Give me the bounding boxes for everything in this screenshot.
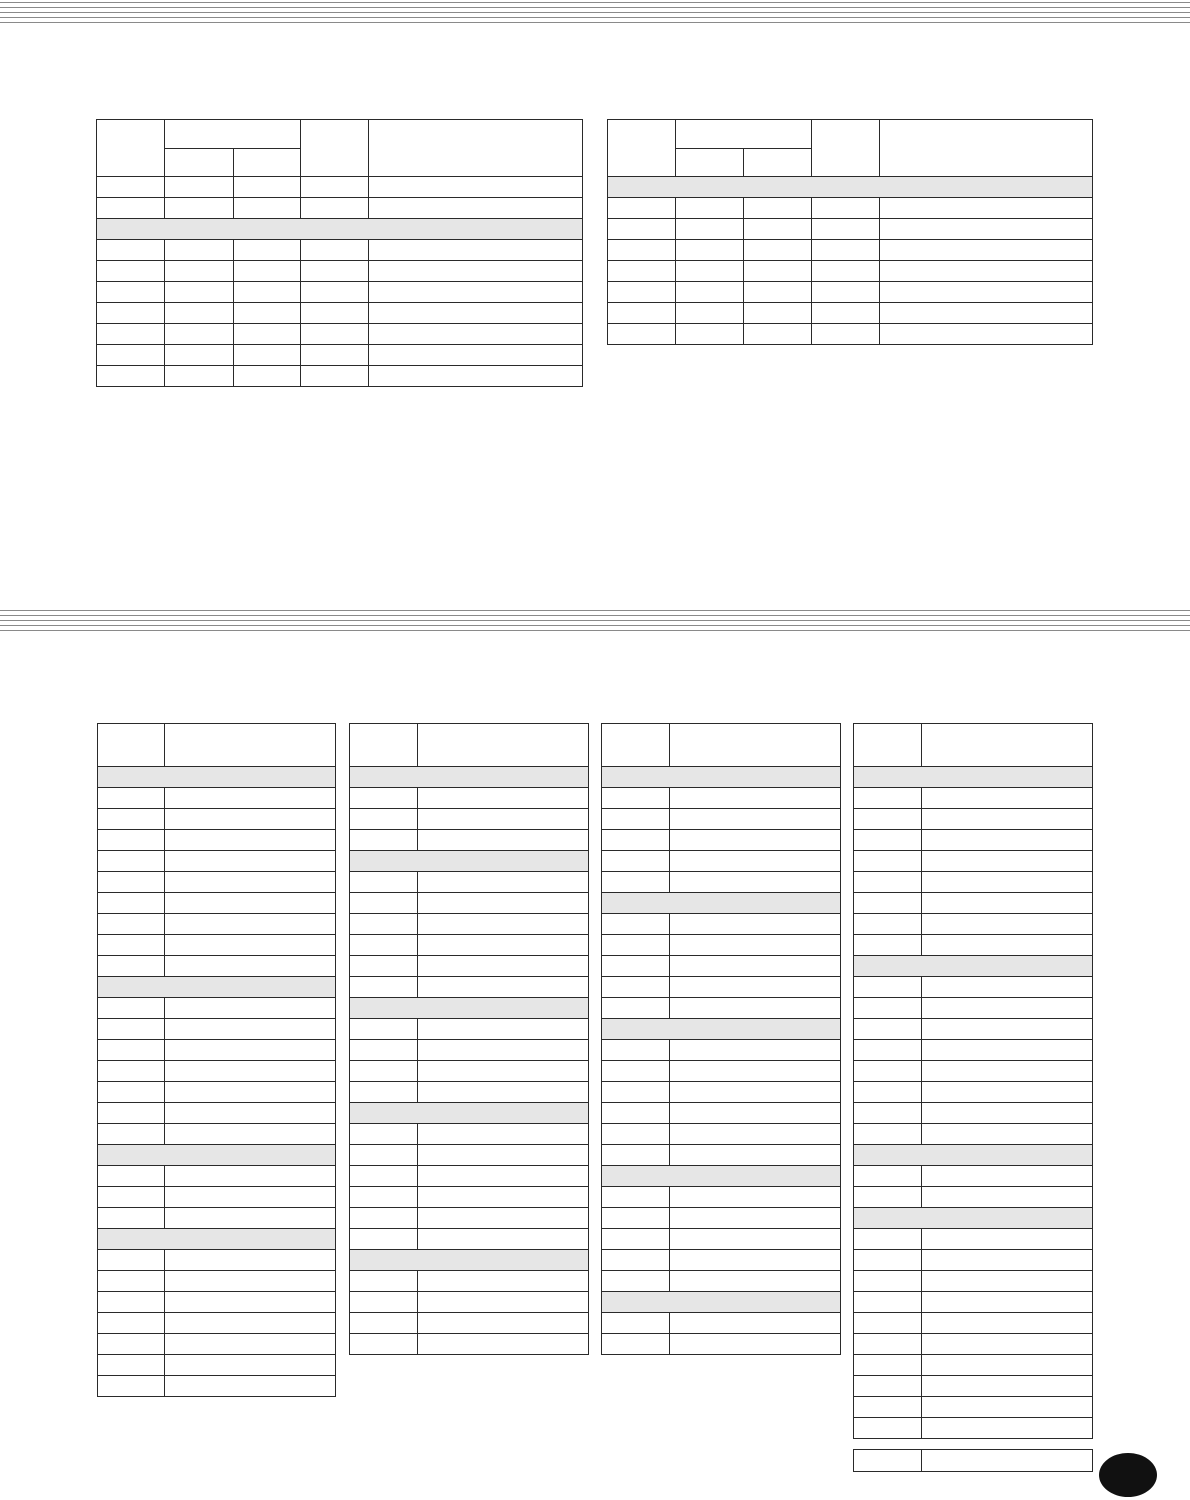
table-row	[350, 977, 589, 998]
table-row	[350, 1187, 589, 1208]
header-cell	[608, 120, 676, 177]
table-row	[98, 1019, 336, 1040]
table-row	[350, 1061, 589, 1082]
table-row	[602, 1250, 841, 1271]
table-row	[98, 893, 336, 914]
table-row	[608, 198, 1093, 219]
table-row	[98, 1187, 336, 1208]
table-row	[602, 1187, 841, 1208]
table-row	[350, 809, 589, 830]
table-row	[98, 1082, 336, 1103]
table-row	[350, 1040, 589, 1061]
table-row	[854, 1019, 1093, 1040]
table-header-row	[98, 724, 336, 767]
table-row	[350, 1145, 589, 1166]
table-row	[854, 1250, 1093, 1271]
table-row	[97, 366, 583, 387]
table-row	[98, 935, 336, 956]
table-row	[854, 914, 1093, 935]
section-band-row	[854, 1208, 1093, 1229]
top-header-rules	[0, 2, 1190, 30]
section-band-row	[602, 767, 841, 788]
table-row	[602, 1103, 841, 1124]
table-row	[854, 809, 1093, 830]
table-row	[350, 1292, 589, 1313]
table-row	[350, 830, 589, 851]
table-row	[602, 1040, 841, 1061]
table-row	[98, 1040, 336, 1061]
table-row	[602, 830, 841, 851]
table-row	[350, 893, 589, 914]
table-row	[350, 1208, 589, 1229]
section-band-row	[854, 1145, 1093, 1166]
table-row	[350, 1334, 589, 1355]
section-band-row	[97, 219, 583, 240]
table-row	[350, 1166, 589, 1187]
table-row	[608, 219, 1093, 240]
table-row	[98, 1103, 336, 1124]
table-row	[98, 830, 336, 851]
subheader-cell	[744, 149, 812, 177]
header-group-cell	[165, 120, 301, 149]
table-row	[98, 1313, 336, 1334]
table-row	[854, 1355, 1093, 1376]
table-row	[350, 1124, 589, 1145]
section-band-row	[602, 1019, 841, 1040]
section-band-row	[350, 1103, 589, 1124]
table-header-row	[602, 724, 841, 767]
table-row	[608, 240, 1093, 261]
list-table-4	[853, 723, 1093, 1439]
table-row	[854, 788, 1093, 809]
list-table-2	[349, 723, 589, 1355]
table-row	[98, 956, 336, 977]
section-band-row	[98, 1145, 336, 1166]
header-cell	[301, 120, 369, 177]
table-row	[97, 282, 583, 303]
table-row	[350, 956, 589, 977]
table-row	[97, 177, 583, 198]
table-row	[350, 1313, 589, 1334]
top-left-table	[96, 119, 583, 387]
table-row	[854, 830, 1093, 851]
section-band-row	[350, 998, 589, 1019]
table-row	[602, 1334, 841, 1355]
table-row	[602, 1208, 841, 1229]
header-cell	[97, 120, 165, 177]
table-row	[98, 1250, 336, 1271]
table-row	[602, 998, 841, 1019]
table-header-row	[854, 724, 1093, 767]
table-row	[98, 1271, 336, 1292]
section-band-row	[854, 767, 1093, 788]
table-row	[97, 261, 583, 282]
table-row	[854, 1187, 1093, 1208]
table-row	[98, 1208, 336, 1229]
table-row	[854, 1292, 1093, 1313]
table-row	[602, 1229, 841, 1250]
table-row	[608, 261, 1093, 282]
table-row	[602, 788, 841, 809]
table-row	[98, 914, 336, 935]
table-row	[602, 1124, 841, 1145]
subheader-cell	[165, 149, 234, 177]
table-row	[854, 1450, 1093, 1472]
table-row	[854, 872, 1093, 893]
middle-header-rules	[0, 610, 1190, 638]
section-band-row	[350, 1250, 589, 1271]
table-row	[608, 324, 1093, 345]
table-row	[854, 1397, 1093, 1418]
list-table-4-footer-row	[853, 1449, 1093, 1472]
table-row	[602, 851, 841, 872]
section-band-row	[98, 977, 336, 998]
table-row	[854, 1376, 1093, 1397]
table-row	[98, 998, 336, 1019]
header-cell	[812, 120, 880, 177]
table-row	[854, 1271, 1093, 1292]
table-row	[350, 872, 589, 893]
table-row	[854, 998, 1093, 1019]
table-row	[98, 809, 336, 830]
list-table-3	[601, 723, 841, 1355]
table-row	[350, 1229, 589, 1250]
section-band-row	[98, 767, 336, 788]
header-cell	[880, 120, 1093, 177]
table-row	[602, 977, 841, 998]
table-row	[854, 1040, 1093, 1061]
table-row	[97, 303, 583, 324]
section-band-row	[602, 1166, 841, 1187]
table-row	[602, 1061, 841, 1082]
table-row	[854, 851, 1093, 872]
subheader-cell	[676, 149, 744, 177]
page-number-tab	[1099, 1453, 1157, 1497]
table-row	[608, 282, 1093, 303]
table-row	[350, 935, 589, 956]
table-header-row	[350, 724, 589, 767]
section-band-row	[608, 177, 1093, 198]
table-row	[350, 1082, 589, 1103]
table-row	[98, 1166, 336, 1187]
table-row	[98, 851, 336, 872]
table-row	[98, 1124, 336, 1145]
table-row	[98, 1376, 336, 1397]
table-row	[97, 324, 583, 345]
header-cell	[369, 120, 583, 177]
table-row	[98, 1292, 336, 1313]
table-row	[854, 1082, 1093, 1103]
table-row	[602, 914, 841, 935]
table-row	[602, 872, 841, 893]
top-right-table	[607, 119, 1093, 345]
table-header-row	[97, 120, 583, 149]
table-row	[854, 1313, 1093, 1334]
table-row	[602, 935, 841, 956]
table-row	[854, 935, 1093, 956]
table-row	[854, 1124, 1093, 1145]
table-row	[97, 240, 583, 261]
section-band-row	[854, 956, 1093, 977]
table-row	[602, 1145, 841, 1166]
section-band-row	[350, 767, 589, 788]
section-band-row	[350, 851, 589, 872]
table-header-row	[608, 120, 1093, 149]
table-row	[854, 1103, 1093, 1124]
table-row	[97, 198, 583, 219]
table-row	[350, 1271, 589, 1292]
table-row	[602, 956, 841, 977]
table-row	[608, 303, 1093, 324]
table-row	[350, 1019, 589, 1040]
table-row	[98, 1355, 336, 1376]
section-band-row	[602, 893, 841, 914]
table-row	[854, 1418, 1093, 1439]
list-table-1	[97, 723, 336, 1397]
table-row	[854, 1229, 1093, 1250]
table-row	[602, 809, 841, 830]
table-row	[350, 914, 589, 935]
table-row	[98, 872, 336, 893]
table-row	[854, 977, 1093, 998]
table-row	[98, 1061, 336, 1082]
section-band-row	[602, 1292, 841, 1313]
table-row	[602, 1082, 841, 1103]
table-row	[602, 1271, 841, 1292]
section-band-row	[98, 1229, 336, 1250]
table-row	[602, 1313, 841, 1334]
table-row	[350, 788, 589, 809]
table-row	[97, 345, 583, 366]
table-row	[98, 788, 336, 809]
subheader-cell	[234, 149, 301, 177]
table-row	[854, 893, 1093, 914]
table-row	[854, 1334, 1093, 1355]
table-row	[854, 1061, 1093, 1082]
table-row	[98, 1334, 336, 1355]
header-group-cell	[676, 120, 812, 149]
table-row	[854, 1166, 1093, 1187]
